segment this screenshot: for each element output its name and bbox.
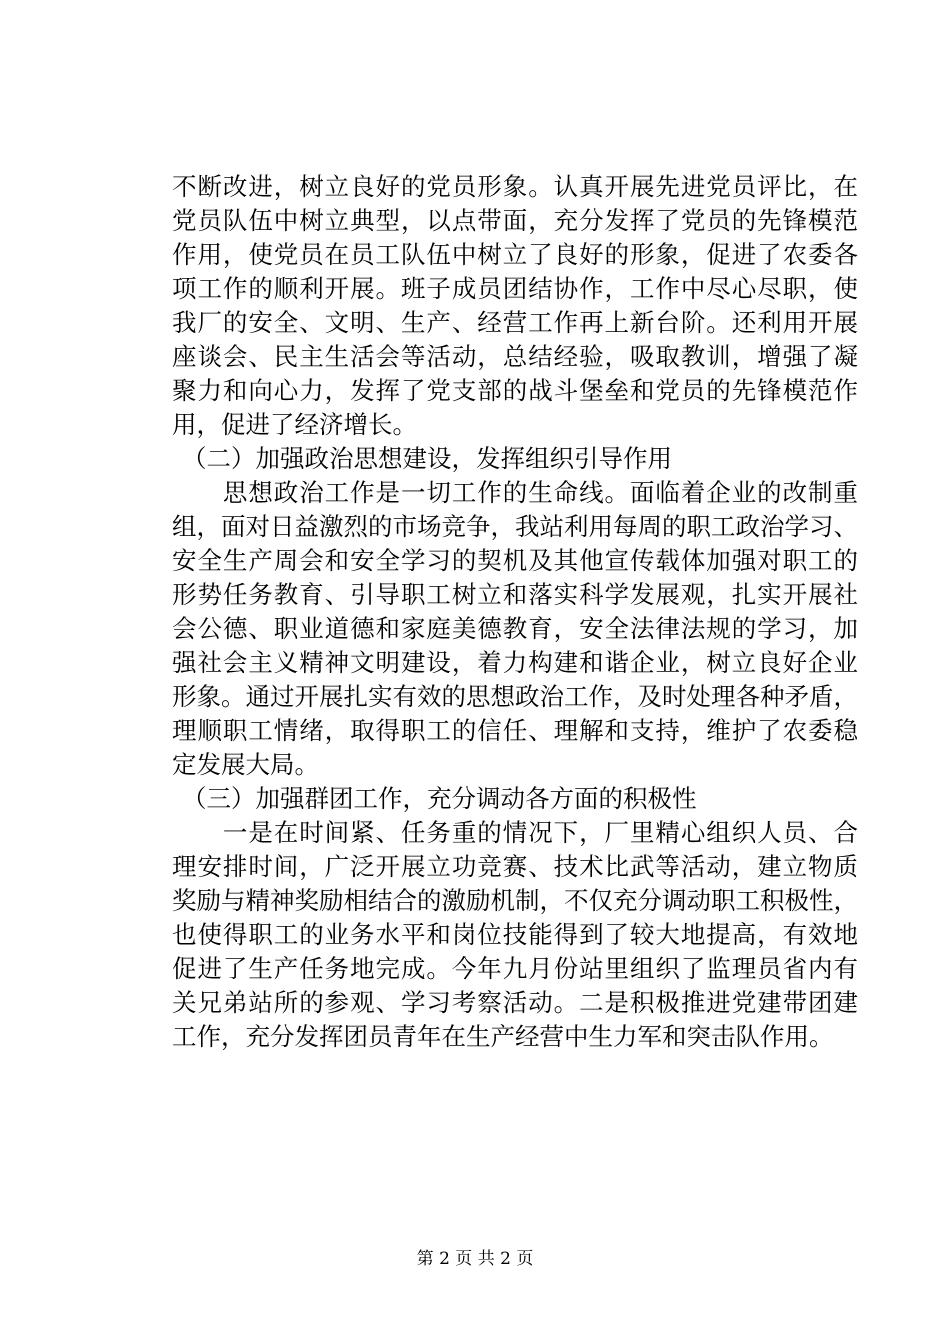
- text-line: 关兄弟站所的参观、学习考察活动。二是积极推进党建带团建: [172, 988, 858, 1017]
- text-line: 组，面对日益激烈的市场竞争，我站利用每周的职工政治学习、: [172, 512, 858, 541]
- paragraph-2: [172, 476, 858, 782]
- text-line: 定发展大局。: [172, 750, 319, 779]
- section-heading-3: （三）加强群团工作，充分调动各方面的积极性: [182, 784, 697, 813]
- text-line: 强社会主义精神文明建设，着力构建和谐企业，树立良好企业: [172, 648, 858, 677]
- paragraph-1: [172, 170, 858, 442]
- text-line: 理顺职工情绪，取得职工的信任、理解和支持，维护了农委稳: [172, 716, 858, 745]
- text-line: 座谈会、民主生活会等活动，总结经验，吸取教训，增强了凝: [172, 342, 858, 371]
- text-line: 促进了生产任务地完成。今年九月份站里组织了监理员省内有: [172, 954, 858, 983]
- text-line: 形势任务教育、引导职工树立和落实科学发展观，扎实开展社: [172, 580, 858, 609]
- text-line: 聚力和向心力，发挥了党支部的战斗堡垒和党员的先锋模范作: [172, 376, 858, 405]
- text-line: 作用，使党员在员工队伍中树立了良好的形象，促进了农委各: [172, 240, 858, 269]
- text-line: 会公德、职业道德和家庭美德教育，安全法律法规的学习，加: [172, 614, 858, 643]
- text-line: 用，促进了经济增长。: [172, 410, 417, 439]
- section-heading-2: （二）加强政治思想建设，发挥组织引导作用: [182, 444, 672, 473]
- text-line: 奖励与精神奖励相结合的激励机制，不仅充分调动职工积极性，: [172, 886, 858, 915]
- text-line: 我厂的安全、文明、生产、经营工作再上新台阶。还利用开展: [172, 308, 858, 337]
- text-line: 理安排时间，广泛开展立功竞赛、技术比武等活动，建立物质: [172, 852, 858, 881]
- page-number-footer: 第 2 页 共 2 页: [416, 1249, 534, 1269]
- text-line: 不断改进，树立良好的党员形象。认真开展先进党员评比，在: [172, 172, 858, 201]
- text-line: 也使得职工的业务水平和岗位技能得到了较大地提高，有效地: [172, 920, 858, 949]
- text-line: 工作，充分发挥团员青年在生产经营中生力军和突击队作用。: [172, 1022, 834, 1051]
- text-line: 一是在时间紧、任务重的情况下，厂里精心组织人员、合: [172, 818, 858, 847]
- text-line: 思想政治工作是一切工作的生命线。面临着企业的改制重: [172, 478, 858, 507]
- text-line: 党员队伍中树立典型，以点带面，充分发挥了党员的先锋模范: [172, 206, 858, 235]
- paragraph-3: [172, 816, 858, 1054]
- text-line: 安全生产周会和安全学习的契机及其他宣传载体加强对职工的: [172, 546, 858, 575]
- document-body: [172, 170, 858, 1054]
- text-line: 项工作的顺利开展。班子成员团结协作，工作中尽心尽职，使: [172, 274, 858, 303]
- text-line: 形象。通过开展扎实有效的思想政治工作，及时处理各种矛盾，: [172, 682, 858, 711]
